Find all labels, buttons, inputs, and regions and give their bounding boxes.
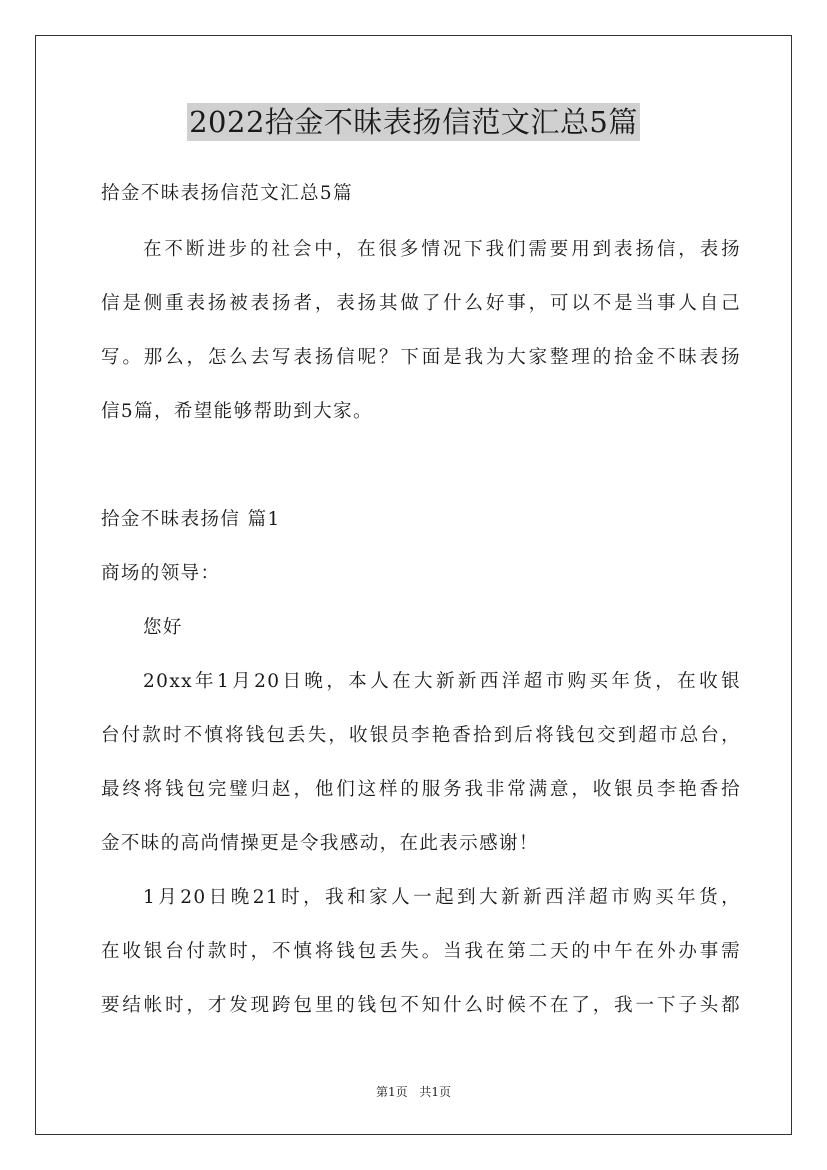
para2-line-3: 要结帐时，才发现跨包里的钱包不知什么时候不在了，我一下子头都 — [101, 995, 741, 1016]
para1-line-1: 20xx年1月20日晚，本人在大新新西洋超市购买年货，在收银 — [143, 671, 741, 692]
section-heading: 拾金不昧表扬信 篇1 — [101, 509, 281, 530]
document-title: 2022拾金不昧表扬信范文汇总5篇 — [189, 105, 638, 139]
salutation: 商场的领导： — [101, 563, 221, 584]
para1-line-3: 最终将钱包完璧归赵，他们这样的服务我非常满意，收银员李艳香拾 — [101, 779, 741, 800]
intro-line-4: 信5篇，希望能够帮助到大家。 — [101, 401, 373, 422]
para2-line-1: 1月20日晚21时，我和家人一起到大新新西洋超市购买年货， — [143, 887, 741, 908]
para1-line-2: 台付款时不慎将钱包丢失，收银员李艳香拾到后将钱包交到超市总台， — [101, 725, 741, 746]
document-subtitle: 拾金不昧表扬信范文汇总5篇 — [101, 183, 353, 204]
intro-line-3: 写。那么，怎么去写表扬信呢？下面是我为大家整理的拾金不昧表扬 — [101, 347, 741, 368]
page-number: 第1页 — [375, 1085, 408, 1099]
page-total: 共1页 — [419, 1085, 452, 1099]
para1-line-4: 金不昧的高尚情操更是令我感动，在此表示感谢！ — [101, 833, 539, 854]
greeting: 您好 — [143, 617, 183, 638]
para2-line-2: 在收银台付款时，不慎将钱包丢失。当我在第二天的中午在外办事需 — [101, 941, 741, 962]
page-footer — [0, 1084, 827, 1100]
intro-line-2: 信是侧重表扬被表扬者，表扬其做了什么好事，可以不是当事人自己 — [101, 293, 741, 314]
intro-line-1: 在不断进步的社会中，在很多情况下我们需要用到表扬信，表扬 — [143, 239, 741, 260]
title-container — [0, 103, 827, 141]
